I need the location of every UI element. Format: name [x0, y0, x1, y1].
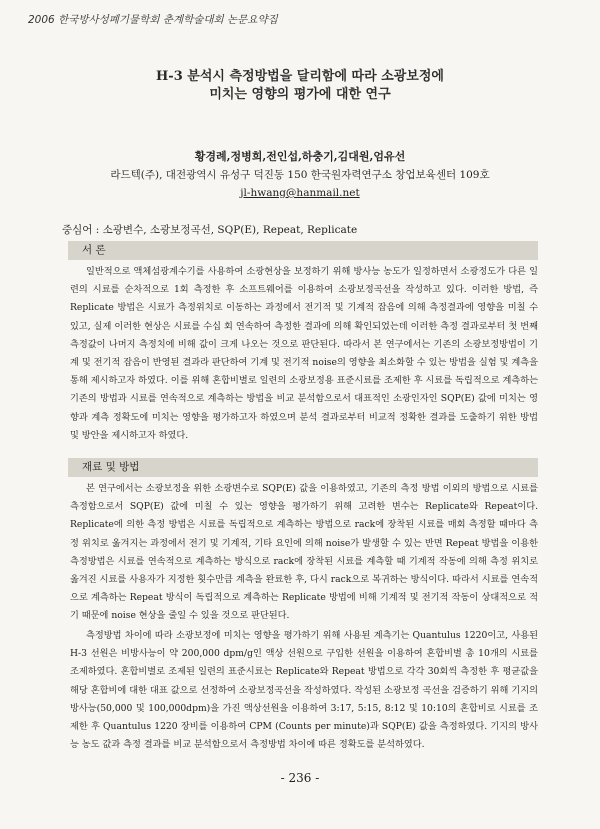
page-number: - 236 -	[280, 771, 320, 785]
email-link[interactable]: jl-hwang@hanmail.net	[240, 187, 360, 199]
keywords: 중심어 : 소광변수, 소광보정곡선, SQP(E), Repeat, Replicate	[62, 224, 358, 236]
paper-title	[0, 68, 600, 104]
email	[0, 187, 600, 199]
section-heading-introduction: 서 론	[68, 241, 538, 260]
running-header: 2006 한국방사성폐기물학회 춘계학술대회 논문요약집	[28, 14, 278, 26]
methods-paragraph-1: 본 연구에서는 소광보정을 위한 소광변수로 SQP(E) 값을 이용하였고, 기존의 측정 방법 이외의 방법으로 시료를 측정함으로서 SQP(E) 값에 미칠 수 있는 영향을 평가하기 위해 고려한 변수는 Replicate와 Repeat이다. Replicate에 의한 측정 방법은 시료를 독립적으로 계측하는 방법으로 rack에 장착된 시료를 매회 측정할 때마다 측정 위치로 옮겨지는 과정에서 전기 및 기계적, 기타 요인에 의해 noise가 발생할 수 있는 반면 Repeat 방법을 이용한 측정방법은 시료를 연속적으로 계측하는 방식으로 rack에 장착된 시료를 계측할 때 기계적 작동에 의해 측정 위치로 옮겨진 시료를 사용자가 지정한 횟수만큼 계측을 완료한 후, 다시 rack으로 복귀하는 방식이다. 따라서 시료를 연속적으로 계측하는 Repeat 방식이 독립적으로 계측하는 Replicate 방법에 비해 기계적 및 전기적 작동이 상대적으로 적기 때문에 noise 현상을 줄일 수 있을 것으로 판단된다.	[70, 483, 538, 622]
affiliation: 라드텍(주), 대전광역시 유성구 덕진동 150 한국원자력연구소 창업보육센터 109호	[110, 169, 490, 181]
introduction-paragraph: 일반적으로 액체섬광계수기를 사용하여 소광현상을 보정하기 위해 방사능 농도가 일정하면서 소광정도가 다른 일련의 시료를 순차적으로 1회 측정한 후 소프트웨어를 이용하여 소광보정곡선을 작성하고 있다. 이러한 방법, 즉 Replicate 방법은 시료가 측정위치로 이동하는 과정에서 전기적 및 기계적 잡음에 의해 측정결과에 영향을 미칠 수 있고, 실제 이러한 현상은 시료를 수십 회 연속하여 측정한 결과에 의해 확인되었는데 이러한 측정 결과로부터 첫 번째 측정값이 나머지 측정치에 비해 값이 크게 나오는 것으로 판단된다. 따라서 본 연구에서는 기존의 소광보정방법이 기계 및 전기적 잡음이 반영된 결과라 판단하여 기계 및 전기적 noise의 영향을 최소화할 수 있는 방법을 실험 및 계측을 통해 제시하고자 하였다. 이를 위해 혼합비별로 일련의 소광보정용 표준시료를 조제한 후 시료를 독립적으로 계측하는 기존의 방법과 시료를 연속적으로 계측하는 방법을 비교 분석함으로서 대표적인 소광인자인 SQP(E) 값에 미치는 영향과 계측 정확도에 미치는 영향을 평가하고자 하였으며 분석 결과로부터 비교적 정확한 결과를 도출하기 위한 방법 및 방안을 제시하고자 하였다.	[70, 266, 538, 441]
section-heading-methods: 재료 및 방법	[68, 458, 538, 477]
authors: 황경례,정병희,전인섭,하충기,김대원,엄유선	[194, 150, 406, 163]
methods-paragraph-2: 측정방법 차이에 따라 소광보정에 미치는 영향을 평가하기 위해 사용된 계측기는 Quantulus 1220이고, 사용된 H-3 선원은 비방사능이 약 200,000 dpm/g인 액상 선원으로 구입한 선원을 이용하여 혼합비별 총 10개의 시료를 조제하였다. 혼합비별로 조제된 일련의 표준시료는 Replicate와 Repeat 방법으로 각각 30회씩 측정한 후 평균값을 해당 혼합비에 대한 대표 값으로 선정하여 소광보정곡선을 작성하였다. 작성된 소광보정 곡선을 검증하기 위해 기지의 방사능(50,000 및 100,000dpm)을 가진 액상선원을 이용하여 3:17, 5:15, 8:12 및 10:10의 혼합비로 시료를 조제한 후 Quantulus 1220 장비를 이용하여 CPM (Counts per minute)과 SQP(E) 값을 측정하였다. 기지의 방사능 농도 값과 측정 결과를 비교 분석함으로서 측정방법 차이에 따른 정확도를 분석하였다.	[70, 630, 538, 751]
title-line-1: H-3 분석시 측정방법을 달리함에 따라 소광보정에	[156, 69, 444, 84]
title-line-2: 미치는 영향의 평가에 대한 연구	[209, 87, 391, 102]
